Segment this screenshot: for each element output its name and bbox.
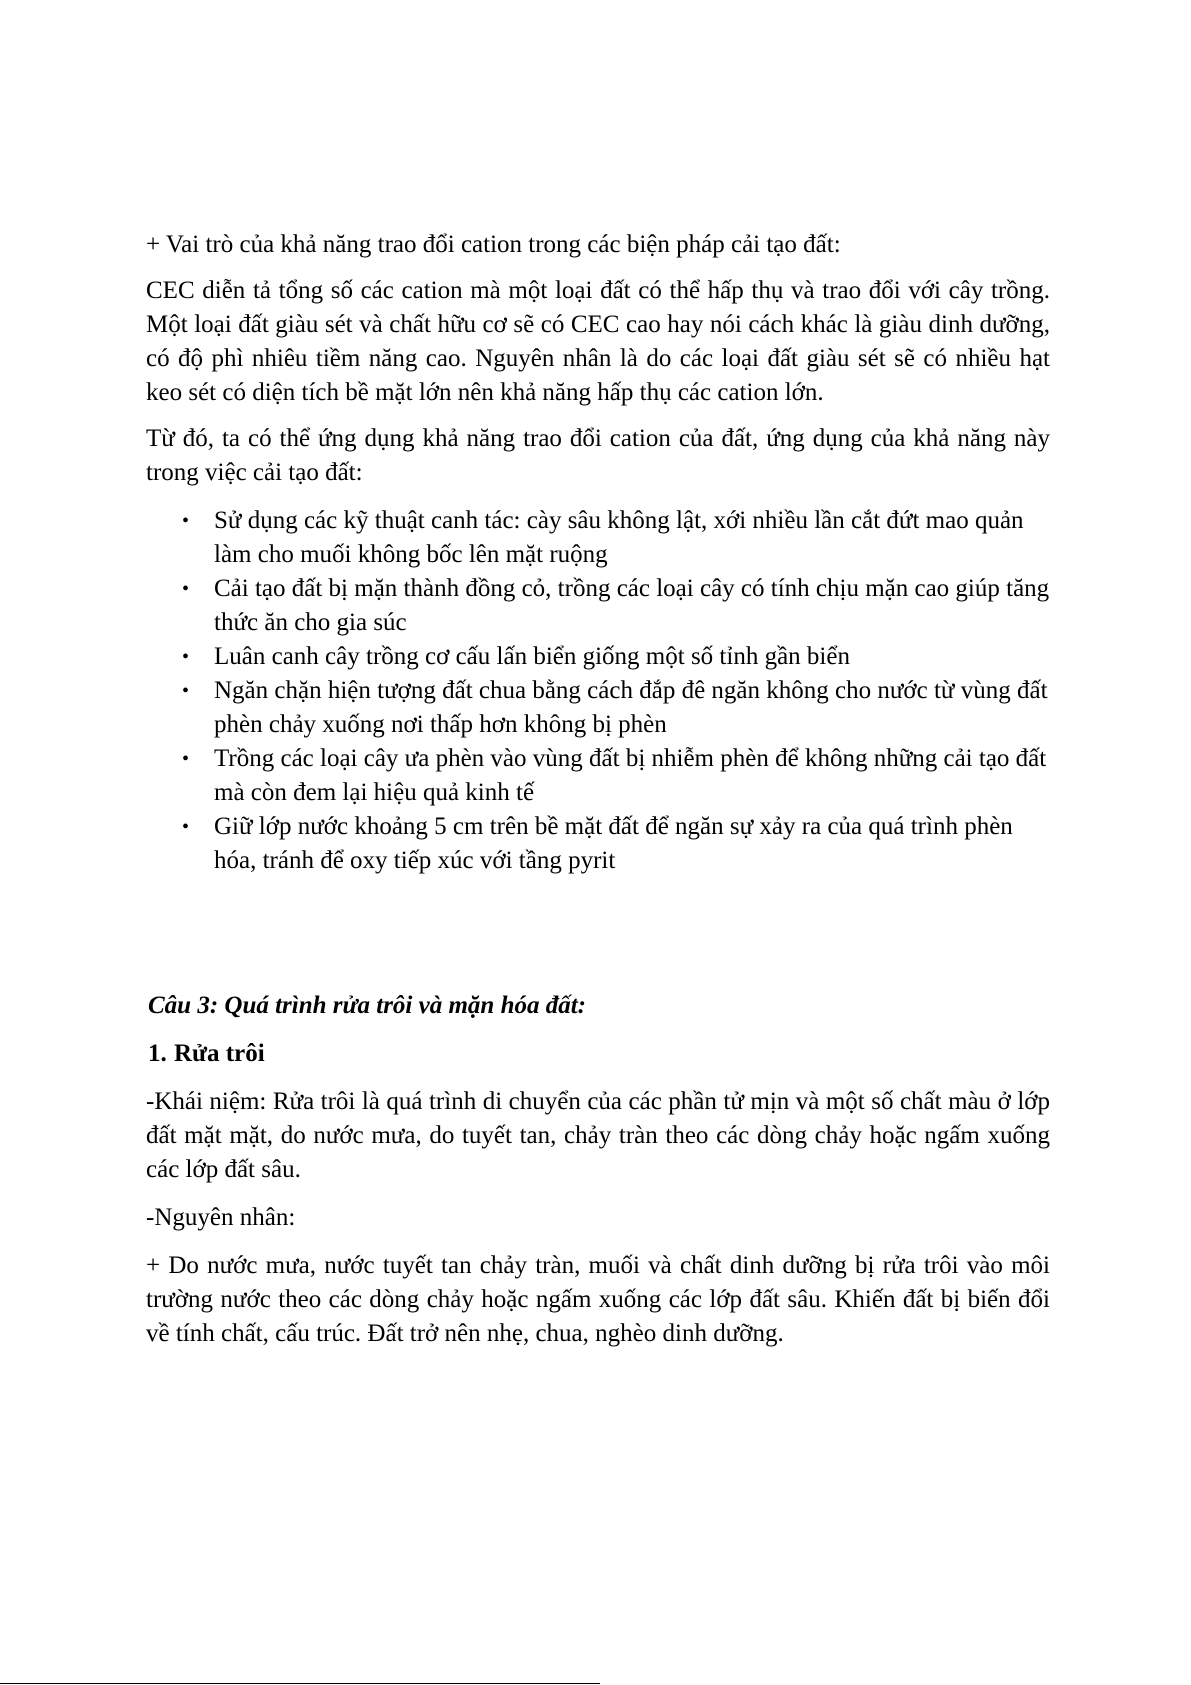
list-item	[146, 674, 1050, 742]
bullet-icon: •	[182, 680, 190, 702]
section-heading	[148, 1037, 1050, 1071]
cause-paragraph: + Do nước mưa, nước tuyết tan chảy tràn, muối và chất dinh dưỡng bị rửa trôi vào môi trường nước theo các dòng chảy hoặc ngấm xuống các lớp đất sâu. Khiến đất bị biến đổi về tính chất, cấu trúc. Đất trở nên nhẹ, chua, nghèo dinh dưỡng.	[146, 1252, 1050, 1347]
cause-label: -Nguyên nhân:	[146, 1204, 296, 1231]
page-bottom-divider	[0, 1683, 600, 1684]
list-item	[146, 572, 1050, 640]
list-item	[146, 810, 1050, 878]
list-item-text: Luân canh cây trồng cơ cấu lấn biển giống một số tỉnh gần biển	[214, 643, 850, 670]
bullet-icon: •	[182, 816, 190, 838]
role-heading: + Vai trò của khả năng trao đổi cation trong các biện pháp cải tạo đất:	[146, 231, 841, 258]
bullet-icon: •	[182, 510, 190, 532]
bullet-icon: •	[182, 646, 190, 668]
document-page	[146, 228, 1050, 1351]
concept-paragraph: -Khái niệm: Rửa trôi là quá trình di chuyển của các phần tử mịn và một số chất màu ở lớp đất mặt mặt, do nước mưa, do tuyết tan, chảy tràn theo các dòng chảy hoặc ngấm xuống các lớp đất sâu.	[146, 1088, 1050, 1183]
list-item-text: Ngăn chặn hiện tượng đất chua bằng cách đắp đê ngăn không cho nước từ vùng đất phèn chảy xuống nơi thấp hơn không bị phèn	[214, 677, 1048, 738]
question-heading: Câu 3: Quá trình rửa trôi và mặn hóa đất:	[148, 992, 586, 1019]
list-item	[146, 742, 1050, 810]
list-item	[146, 504, 1050, 572]
list-item-text: Giữ lớp nước khoảng 5 cm trên bề mặt đất để ngăn sự xảy ra của quá trình phèn hóa, tránh để oxy tiếp xúc với tầng pyrit	[214, 813, 1013, 874]
application-intro: Từ đó, ta có thể ứng dụng khả năng trao đổi cation của đất, ứng dụng của khả năng này trong việc cải tạo đất:	[146, 425, 1050, 486]
section-title: Rửa trôi	[174, 1040, 265, 1067]
section-number: 1.	[148, 1040, 167, 1067]
list-item-text: Cải tạo đất bị mặn thành đồng cỏ, trồng các loại cây có tính chịu mặn cao giúp tăng thức ăn cho gia súc	[214, 575, 1050, 636]
bullet-icon: •	[182, 748, 190, 770]
list-item	[146, 640, 1050, 674]
bullet-icon: •	[182, 578, 190, 600]
list-item-text: Sử dụng các kỹ thuật canh tác: cày sâu không lật, xới nhiều lần cắt đứt mao quản làm cho muối không bốc lên mặt ruộng	[214, 507, 1024, 568]
list-item-text: Trồng các loại cây ưa phèn vào vùng đất bị nhiễm phèn để không những cải tạo đất mà còn đem lại hiệu quả kinh tế	[214, 745, 1047, 806]
application-bullet-list	[146, 504, 1050, 878]
cec-paragraph: CEC diễn tả tổng số các cation mà một loại đất có thể hấp thụ và trao đổi với cây trồng. Một loại đất giàu sét và chất hữu cơ sẽ có CEC cao hay nói cách khác là giàu dinh dưỡng, có độ phì nhiêu tiềm năng cao. Nguyên nhân là do các loại đất giàu sét sẽ có nhiều hạt keo sét có diện tích bề mặt lớn nên khả năng hấp thụ các cation lớn.	[146, 277, 1050, 406]
